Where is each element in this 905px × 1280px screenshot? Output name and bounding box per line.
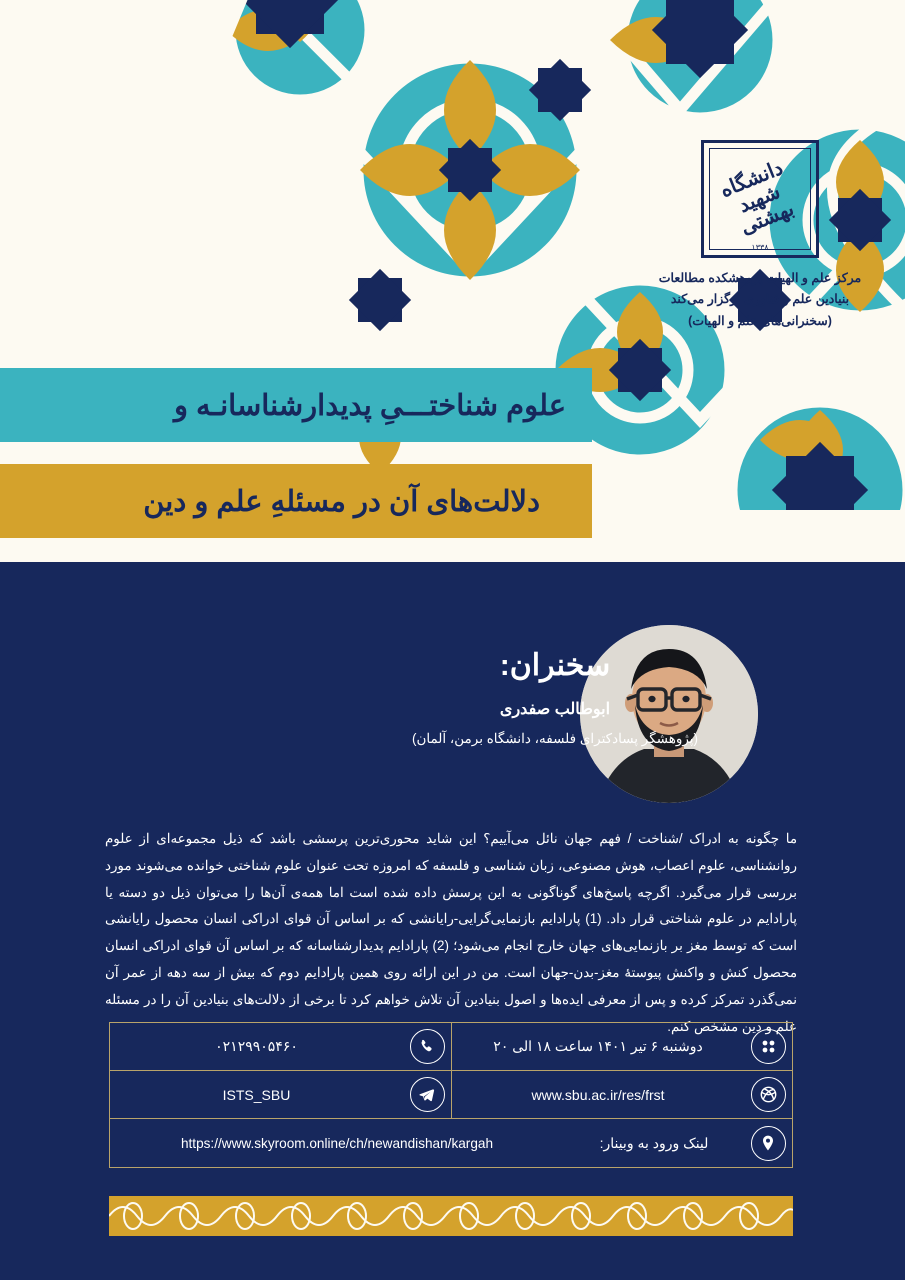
website-label[interactable]: www.sbu.ac.ir/res/frst bbox=[531, 1086, 665, 1103]
university-logo-block bbox=[645, 140, 875, 332]
contact-table bbox=[109, 1022, 793, 1168]
event-date-label: دوشنبه ۶ تیر ۱۴۰۱ ساعت ۱۸ الی ۲۰ bbox=[493, 1038, 703, 1054]
abstract-text: ما چگونه به ادراک /شناخت / فهم جهان نائل می‌آییم؟ این شاید محوری‌ترین پرسشی باشد که ذیل مجموعه‌ای از علوم روانشناسی، علوم اعصاب، هوش مصنوعی، زبان شناسی و فلسفه که امروزه تحت عنوان علوم شناختی خوانده می‌شوند مورد بررسی قرار می‌گیرد. اگرچه پاسخ‌های گوناگونی به این پرسش داده شده است اما همه‌ی آن‌ها را می‌توان ذیل دو دسته یا پارادایم در علوم شناختی قرار داد. (1) پارادایم بازنمایی‌گرایی-رایانشی که بر اساس آن قوای ادراکی انسان محصول رایانشی است که توسط مغز بر بازنمایی‌های جهان خارج انجام می‌شود؛ (2) پارادایم پدیدارشناسانه که بر اساس آن قوای ادراکی انسان محصول کنش و واکنش پیوستهٔ مغز-بدن-جهان است. من در این ارائه روی همین پارادایم دوم که بیش از سه دهه از عمر آن نمی‌گذرد تمرکز کرده و پس از معرفی ایده‌ها و اصول بنیادین آن تلاش خواهم کرد تا برخی از دلالت‌های بنیادین آن را در مسئله علم و دین مشخص کنم. bbox=[105, 831, 797, 1034]
webinar-link-url[interactable]: https://www.skyroom.online/ch/newandishan/kargah bbox=[180, 1135, 494, 1151]
logo-year: ۱۳۳۸ bbox=[751, 243, 769, 252]
contact-row-website-telegram bbox=[110, 1071, 792, 1119]
organizer-line-3: (سخنرانی‌های علم و الهیات) bbox=[688, 313, 832, 328]
calendar-icon bbox=[744, 1029, 792, 1064]
contact-row-webinar-link[interactable] bbox=[110, 1119, 792, 1167]
title-line-1: علوم شناختـــیِ پدیدارشناسانـه و bbox=[173, 389, 566, 422]
speaker-details bbox=[345, 648, 765, 747]
organizer-line-2: بنیادین علم و فناوری برگزار می‌کند bbox=[670, 292, 850, 307]
webinar-link-label: لینک ورود به وبینار: bbox=[599, 1134, 709, 1151]
organizer-line-1: مرکز علم و الهیات پژوهشکده مطالعات bbox=[658, 271, 862, 285]
bottom-spacer bbox=[0, 1240, 905, 1280]
contact-row-date-phone bbox=[110, 1023, 792, 1071]
telegram-handle-label[interactable]: ISTS_SBU bbox=[222, 1086, 291, 1103]
contact-cell-website[interactable] bbox=[451, 1071, 792, 1118]
logo-calligraphy: دانشگاه شهید بهشتی bbox=[717, 156, 798, 239]
speaker-heading: سخنران: bbox=[499, 649, 611, 682]
telegram-icon bbox=[403, 1077, 451, 1112]
bottom-ornament-strip bbox=[109, 1196, 793, 1236]
contact-cell-telegram[interactable] bbox=[110, 1071, 451, 1118]
phone-icon[interactable] bbox=[403, 1029, 451, 1064]
speaker-name: ابوطالب صفدری bbox=[499, 701, 611, 718]
speaker-section bbox=[0, 620, 905, 800]
globe-icon bbox=[744, 1077, 792, 1112]
contact-cell-date bbox=[451, 1023, 792, 1070]
speaker-affiliation: (پژوهشگر پسادکترای فلسفه، دانشگاه برمن، آلمان) bbox=[411, 731, 699, 746]
title-band-teal bbox=[0, 368, 592, 442]
title-line-2: دلالت‌های آن در مسئلهِ علم و دین bbox=[143, 485, 540, 518]
shahid-beheshti-logo-icon bbox=[701, 140, 819, 258]
title-band-gold bbox=[0, 464, 592, 538]
organizer-text bbox=[645, 268, 875, 332]
phone-number-label: ۰۲۱۲۹۹۰۵۴۶۰ bbox=[215, 1038, 298, 1054]
location-pin-icon bbox=[744, 1126, 792, 1161]
contact-cell-phone bbox=[110, 1023, 451, 1070]
bottom-ornament-svg bbox=[109, 1196, 793, 1236]
